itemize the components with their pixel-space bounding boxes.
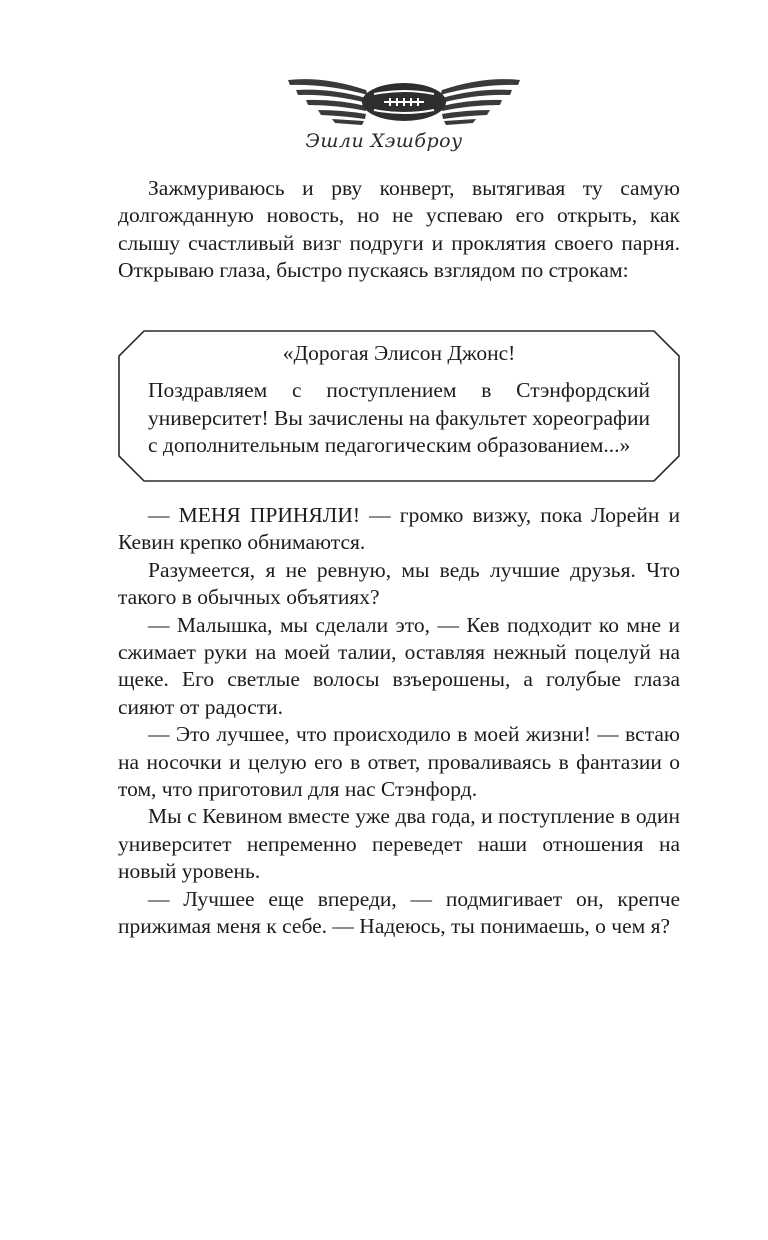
paragraph: Разумеется, я не ревную, мы ведь лучшие друзья. Что такого в обычных объятиях? (118, 557, 680, 610)
paragraph: Мы с Кевином вместе уже два года, и поступление в один университет непременно переведет наши отношения на новый уровень. (118, 804, 680, 884)
intro-text (118, 175, 680, 285)
letter-box (118, 330, 680, 482)
paragraph: Зажмуриваюсь и рву конверт, вытягивая ту самую долгожданную новость, но не успеваю его открыть, как слышу счастливый визг подруги и проклятия своего парня. Открываю глаза, быстро пускаясь взглядом по строкам: (118, 176, 680, 283)
story-text (118, 502, 680, 941)
paragraph: — Лучшее еще впереди, — подмигивает он, крепче прижимая меня к себе. — Надеюсь, ты понимаешь, о чем я? (118, 886, 680, 939)
winged-football-icon (284, 68, 524, 128)
paragraph: — Это лучшее, что происходило в моей жизни! — встаю на носочки и целую его в ответ, проваливаясь в фантазии о том, что приготовил для нас Стэнфорд. (118, 722, 680, 802)
paragraph: — Малышка, мы сделали это, — Кев подходит ко мне и сжимает руки на моей талии, оставляя нежный поцелуй на щеке. Его светлые волосы взъерошены, а голубые глаза сияют от радости. (118, 612, 680, 719)
letter-text: Поздравляем с поступлением в Стэнфордский университет! Вы зачислены на факультет хореографии с дополнительным педагогическим образованием...» (148, 378, 650, 458)
paragraph: — МЕНЯ ПРИНЯЛИ! — громко визжу, пока Лорейн и Кевин крепко обнимаются. (118, 503, 680, 555)
author-name: Эшли Хэшброу (305, 130, 463, 152)
running-header (0, 68, 768, 168)
letter-greeting: «Дорогая Элисон Джонс! (282, 341, 516, 365)
